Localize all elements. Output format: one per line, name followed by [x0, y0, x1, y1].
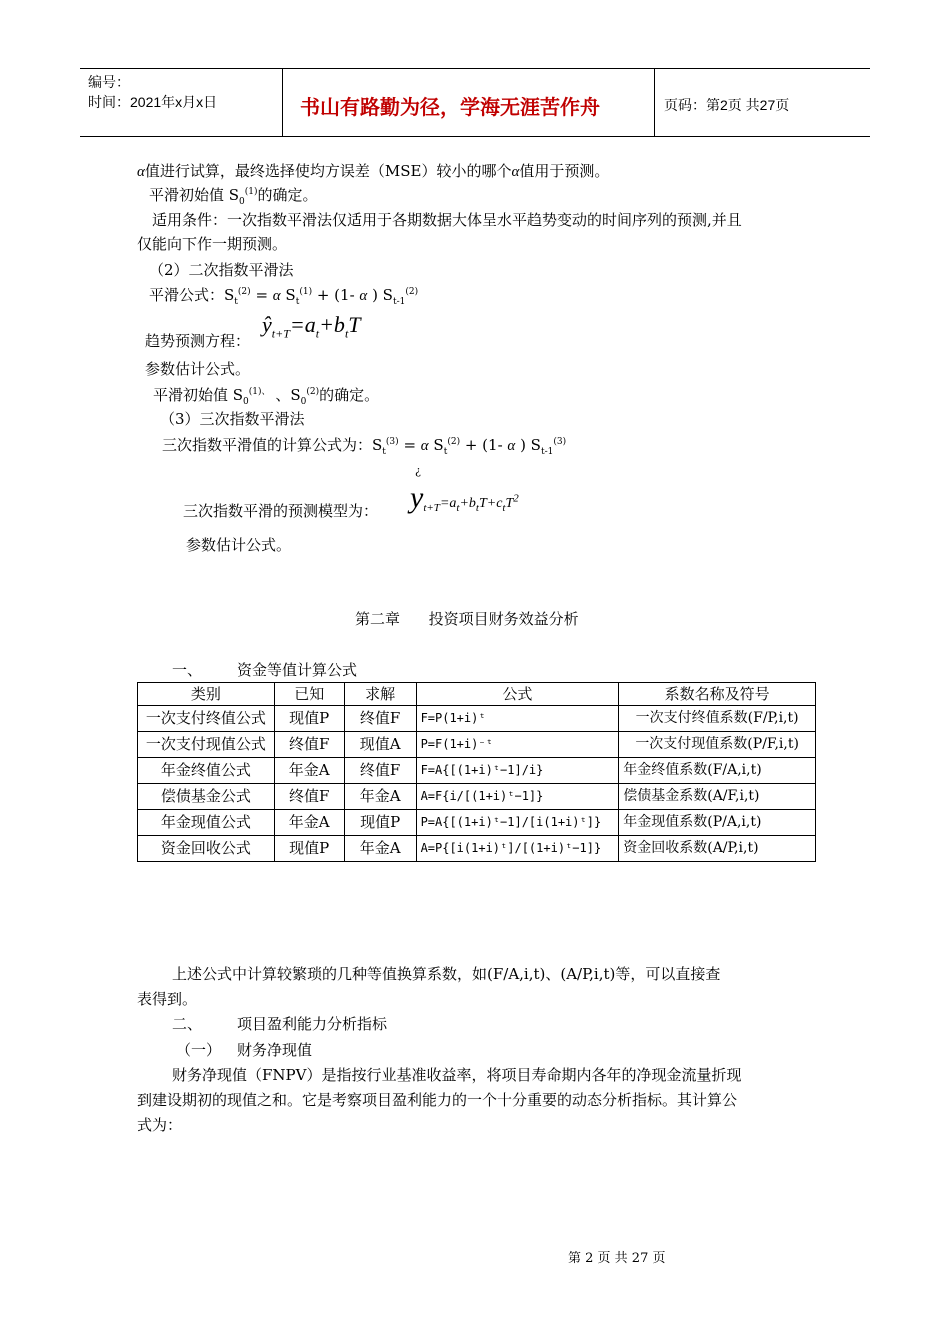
column-header: 公式 — [416, 683, 619, 706]
section-title: 资金等值计算公式 — [237, 661, 358, 679]
body-line: 平滑初始值 $S_0^{(1)、}$ 、$S_0^{(2)}$的确定。 — [153, 386, 380, 407]
table-row — [138, 732, 816, 758]
table-row — [138, 836, 816, 862]
equivalence-formula-table — [137, 682, 816, 862]
cell-known: 现值P — [274, 836, 344, 862]
body-line: 趋势预测方程： — [145, 332, 251, 350]
cell-known: 终值F — [274, 732, 344, 758]
cell-type: 偿债基金公式 — [138, 784, 275, 810]
cell-known: 年金A — [274, 758, 344, 784]
header-divider — [282, 68, 283, 136]
body-line: α值进行试算，最终选择使均方误差（MSE）较小的哪个α值用于预测。 — [137, 162, 610, 180]
header-bottom-rule — [80, 136, 870, 137]
subsection-title: 财务净现值 — [237, 1041, 313, 1059]
header-top-rule — [80, 68, 870, 69]
cell-solve: 终值F — [344, 706, 416, 732]
cell-known: 年金A — [274, 810, 344, 836]
column-header: 求解 — [344, 683, 416, 706]
cell-coefficient: 一次支付现值系数(P/F,i,t) — [619, 732, 816, 758]
cell-formula: A=P{[i(1+i)ᵗ]/[(1+i)ᵗ−1]} — [416, 836, 619, 862]
body-line: 到建设期初的现值之和。它是考察项目盈利能力的一个十分重要的动态分析指标。其计算公 — [137, 1091, 738, 1109]
cell-solve: 现值A — [344, 732, 416, 758]
cell-formula: P=A{[(1+i)ᵗ−1]/[i(1+i)ᵗ]} — [416, 810, 619, 836]
cell-coefficient: 年金终值系数(F/A,i,t) — [619, 758, 816, 784]
forecast-model-equation: $y_{t+T}=a_t+b_tT+c_tT^2$ — [410, 481, 519, 514]
cell-coefficient: 一次支付终值系数(F/P,i,t) — [619, 706, 816, 732]
column-header: 已知 — [274, 683, 344, 706]
subsection-heading: （3）三次指数平滑法 — [160, 410, 305, 428]
body-line: 适用条件：一次指数平滑法仅适用于各期数据大体呈水平趋势变动的时间序列的预测,并且 — [152, 211, 742, 229]
table-row — [138, 706, 816, 732]
body-line: 表得到。 — [137, 990, 198, 1008]
table-row — [138, 758, 816, 784]
smoothing-formula-2: 平滑公式：$S_t^{(2)} = \alpha$ $S_t^{(1)} + (1-$ α ) $S_{t-1}^{(2)}$ — [149, 286, 419, 307]
chapter-title: 第二章 投资项目财务效益分析 — [355, 610, 579, 628]
body-line: 参数估计公式。 — [186, 536, 292, 554]
header-time-label: 时间：2021年x月x日 — [88, 94, 218, 110]
cell-coefficient: 偿债基金系数(A/F,i,t) — [619, 784, 816, 810]
trend-equation: $ŷ_{t+T}=a_t+b_tT$ — [262, 312, 361, 341]
cell-known: 终值F — [274, 784, 344, 810]
subsection-heading: （2）二次指数平滑法 — [149, 261, 294, 279]
cell-formula: A=F{i/[(1+i)ᵗ−1]} — [416, 784, 619, 810]
smoothing-formula-3: 三次指数平滑值的计算公式为：$S_t^{(3)} = \alpha$ $S_t^{(2)} + (1-$ α ) $S_{t-1}^{(3)}$ — [162, 436, 567, 457]
header-divider — [654, 68, 655, 136]
table-header-row — [138, 683, 816, 706]
header-motto: 书山有路勤为径，学海无涯苦作舟 — [300, 97, 600, 119]
cell-formula: F=P(1+i)ᵗ — [416, 706, 619, 732]
column-header: 系数名称及符号 — [619, 683, 816, 706]
body-line: 式为： — [137, 1116, 183, 1134]
column-header: 类别 — [138, 683, 275, 706]
cell-type: 资金回收公式 — [138, 836, 275, 862]
cell-type: 一次支付终值公式 — [138, 706, 275, 732]
cell-solve: 年金A — [344, 784, 416, 810]
symbol-mark: ¿ — [415, 464, 421, 477]
body-line: 参数估计公式。 — [145, 360, 251, 378]
cell-solve: 年金A — [344, 836, 416, 862]
cell-formula: P=F(1+i)⁻ᵗ — [416, 732, 619, 758]
body-line: 财务净现值（FNPV）是指按行业基准收益率，将项目寿命期内各年的净现金流量折现 — [172, 1066, 742, 1084]
section-title: 项目盈利能力分析指标 — [237, 1015, 388, 1033]
header-number-label: 编号： — [88, 74, 130, 90]
cell-type: 一次支付现值公式 — [138, 732, 275, 758]
cell-coefficient: 年金现值系数(P/A,i,t) — [619, 810, 816, 836]
cell-solve: 终值F — [344, 758, 416, 784]
body-line: 三次指数平滑的预测模型为： — [183, 502, 379, 520]
section-number: 二、 — [172, 1015, 203, 1033]
cell-type: 年金终值公式 — [138, 758, 275, 784]
table-row — [138, 810, 816, 836]
alpha-symbol: α — [137, 164, 145, 180]
subsection-number: （一） — [176, 1041, 222, 1059]
body-line: 上述公式中计算较繁琐的几种等值换算系数，如(F/A,i,t)、(A/P,i,t)等，可以直接查 — [172, 965, 721, 983]
cell-solve: 现值P — [344, 810, 416, 836]
section-number: 一、 — [172, 661, 203, 679]
cell-type: 年金现值公式 — [138, 810, 275, 836]
page-footer: 第 2 页 共 27 页 — [568, 1251, 666, 1266]
body-line: 平滑初始值 $S_0^{(1)}$的确定。 — [149, 186, 318, 207]
cell-known: 现值P — [274, 706, 344, 732]
cell-formula: F=A{[(1+i)ᵗ−1]/i} — [416, 758, 619, 784]
alpha-symbol: α — [511, 164, 520, 180]
table-row — [138, 784, 816, 810]
header-page-label: 页码：第2页 共27页 — [664, 97, 790, 113]
body-line: 仅能向下作一期预测。 — [137, 235, 288, 253]
cell-coefficient: 资金回收系数(A/P,i,t) — [619, 836, 816, 862]
